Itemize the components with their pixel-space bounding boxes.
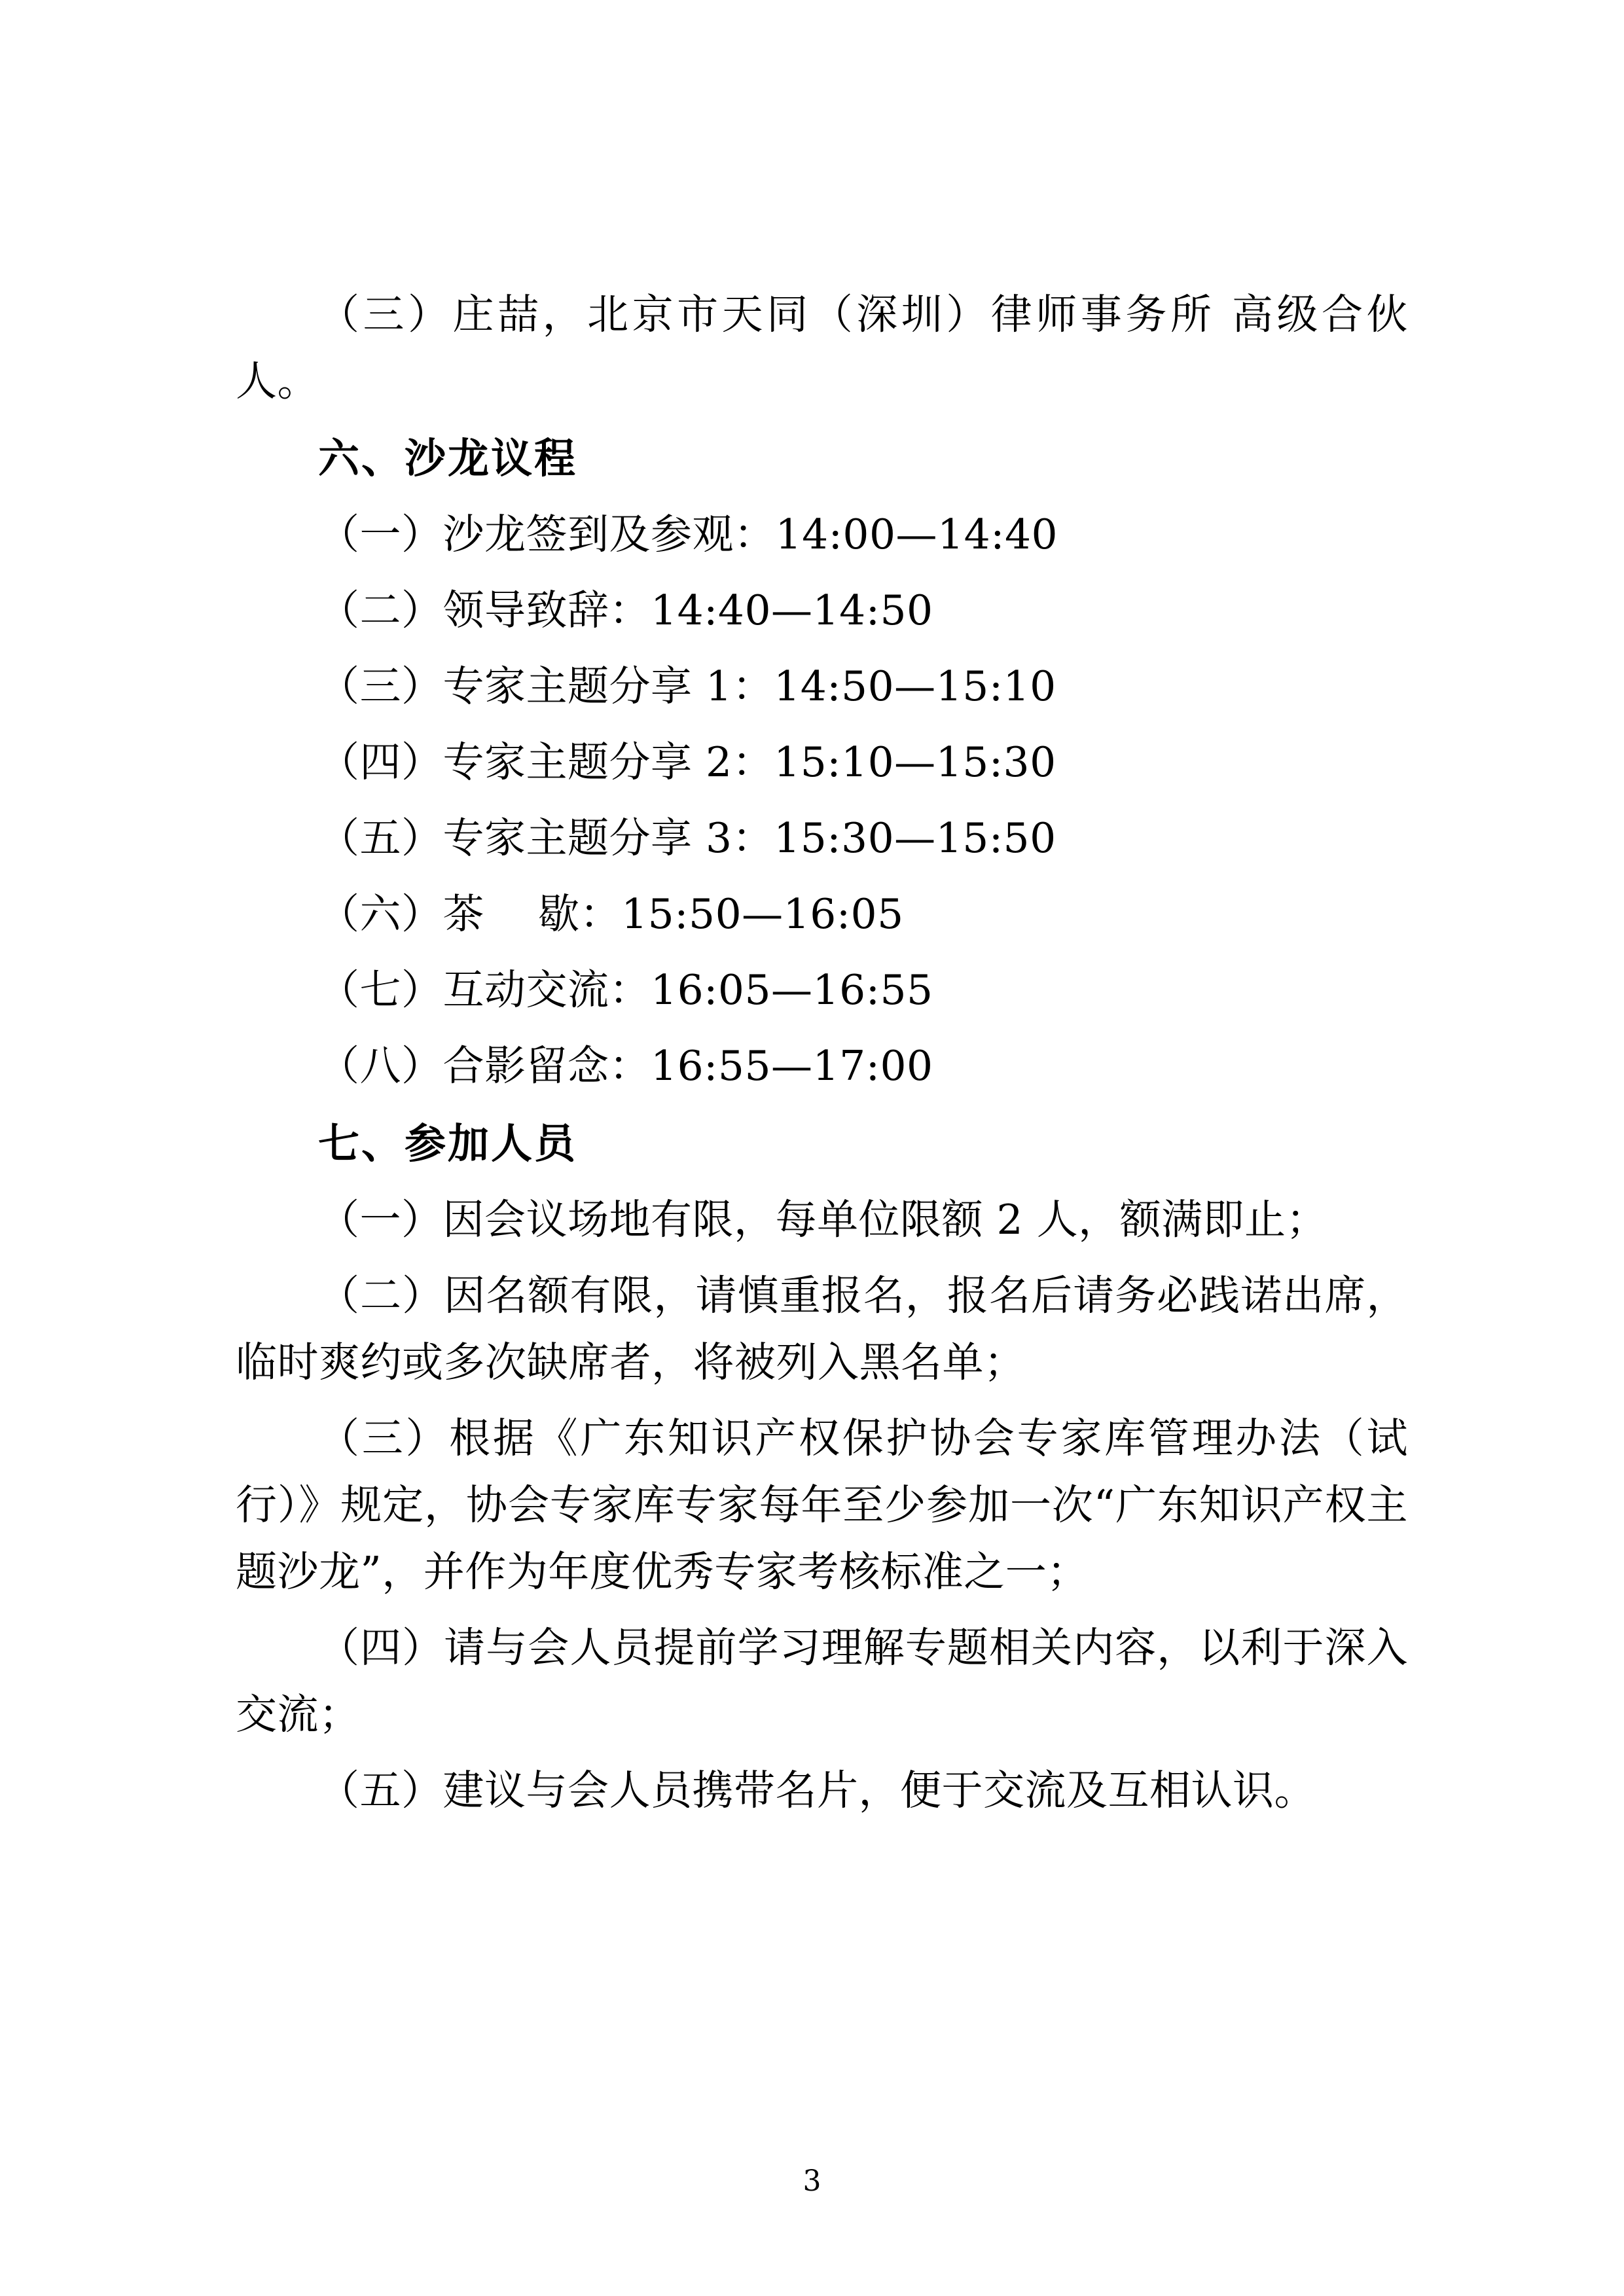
agenda-item-8: （八）合影留念：16:55—17:00 — [318, 1042, 933, 1090]
agenda-item-5: （五）专家主题分享 3：15:30—15:50 — [318, 814, 1056, 863]
agenda-item-6: （六）茶 歇：15:50—16:05 — [318, 890, 904, 939]
participant-item-2: （二）因名额有限，请慎重报名，报名后请务必践诺出席，临时爽约或多次缺席者，将被列入黑名单； — [236, 1271, 1408, 1386]
agenda-item-1: （一）沙龙签到及参观：14:00—14:40 — [318, 511, 1058, 559]
participant-item-5: （五）建议与会人员携带名片，便于交流及互相认识。 — [318, 1766, 1316, 1814]
participant-item-1: （一）因会议场地有限，每单位限额 2 人，额满即止； — [318, 1195, 1328, 1244]
participant-item-4: （四）请与会人员提前学习理解专题相关内容，以利于深入交流； — [236, 1623, 1408, 1738]
page-number: 3 — [803, 2164, 821, 2198]
expert-iii-paragraph: （三）庄喆，北京市天同（深圳）律师事务所 高级合伙人。 — [236, 291, 1408, 406]
agenda-item-4: （四）专家主题分享 2：15:10—15:30 — [318, 738, 1056, 787]
section-heading-six: 六、沙龙议程 — [318, 435, 577, 483]
agenda-item-2: （二）领导致辞：14:40—14:50 — [318, 586, 933, 635]
section-heading-seven: 七、参加人员 — [318, 1119, 577, 1168]
agenda-item-7: （七）互动交流：16:05—16:55 — [318, 966, 933, 1014]
participant-item-3: （三）根据《广东知识产权保护协会专家库管理办法（试行）》规定，协会专家库专家每年至少参加一次“广东知识产权主题沙龙”，并作为年度优秀专家考核标准之一； — [236, 1414, 1408, 1596]
document-body — [236, 281, 1408, 1824]
agenda-item-3: （三）专家主题分享 1：14:50—15:10 — [318, 662, 1056, 711]
